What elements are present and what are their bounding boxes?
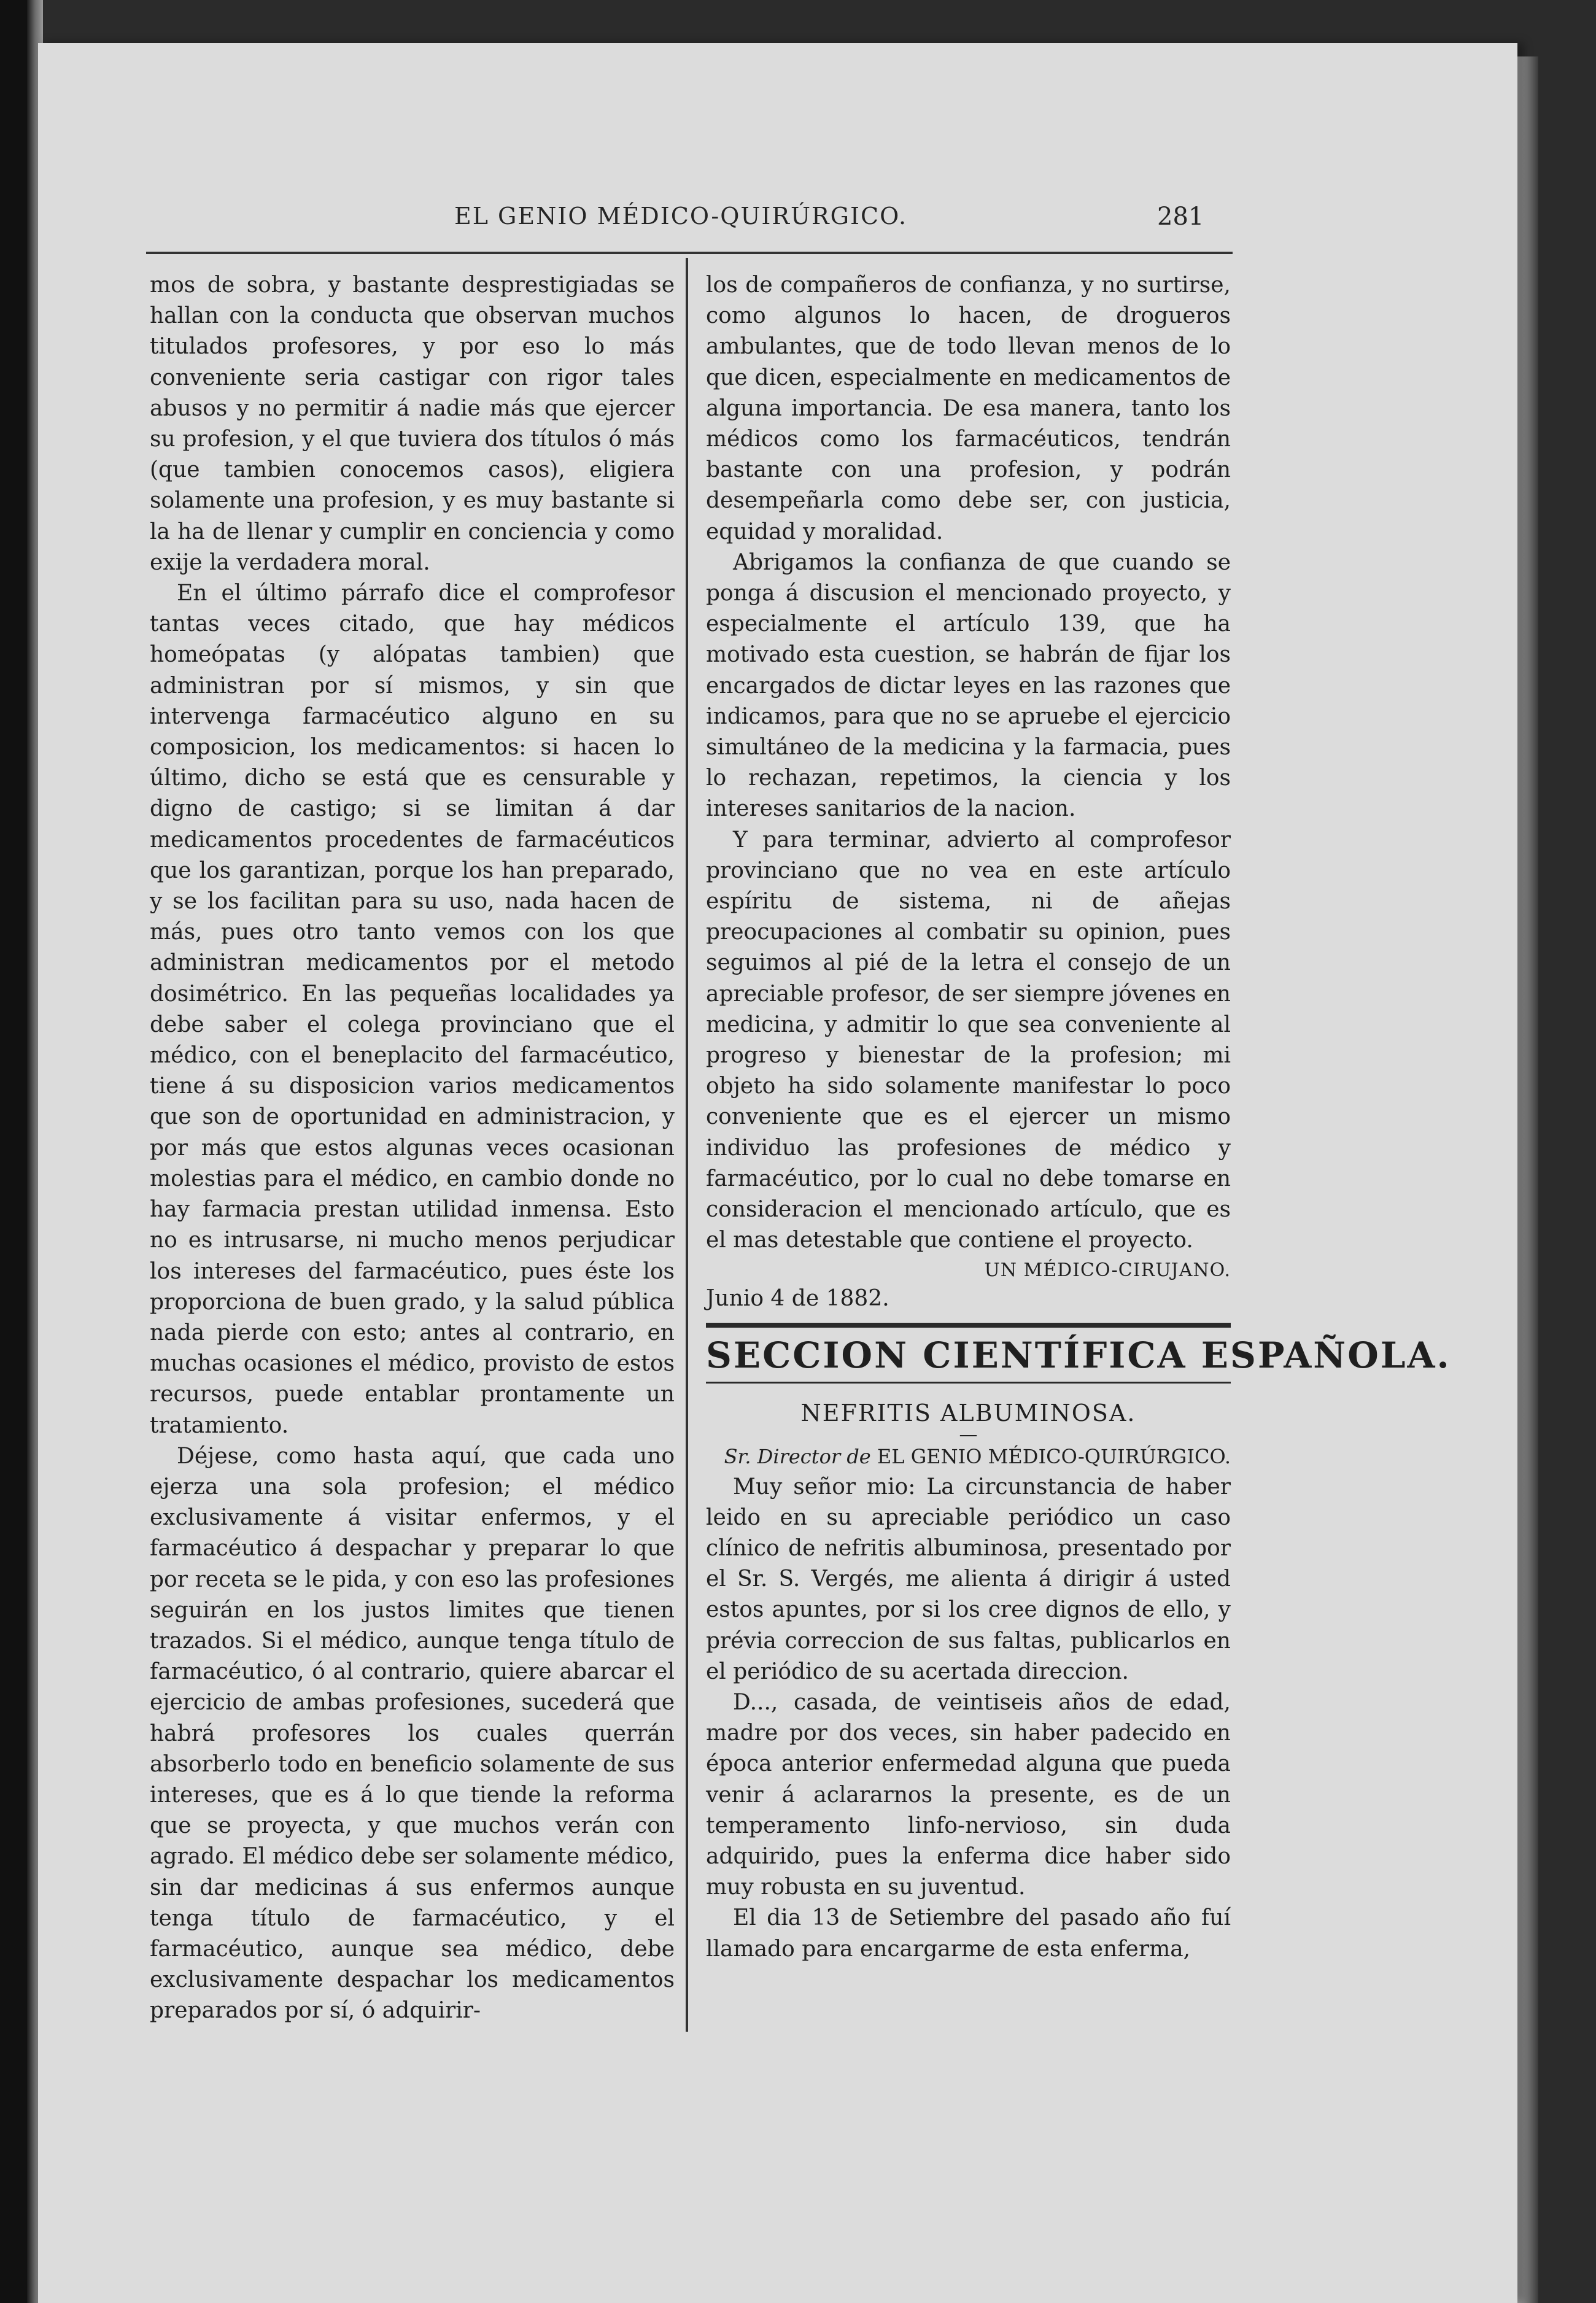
article-title: NEFRITIS ALBUMINOSA. [800,1399,1136,1426]
running-head: EL GENIO MÉDICO-QUIRÚRGICO. [454,203,908,230]
left-column [150,270,675,2027]
page-number: 281 [1157,203,1204,231]
header-rule [146,252,1233,254]
separator: — [959,1423,978,1446]
paragraph: El dia 13 de Setiembre del pasado año fuí llamado para encargarme de esta enferma, [706,1905,1231,1962]
section-rule [706,1323,1231,1328]
dedication-journal: EL GENIO MÉDICO-QUIRÚRGICO. [877,1444,1231,1468]
paragraph: los de compañeros de confianza, y no surtirse, como algunos lo hacen, de drogueros ambulantes, que de todo llevan menos de lo que dicen, especialmente en medicamentos de alguna importancia. De esa manera, tanto los médicos como los farmacéuticos, tendrán bastante con una profesion, y podrán desempeñarla como debe ser, con justicia, equidad y moralidad. [706,273,1231,544]
right-column [706,270,1451,1965]
paragraph: En el último párrafo dice el comprofesor tantas veces citado, que hay médicos homeópatas (y alópatas tambien) que administran por sí mismos, y sin que intervenga farmacéutico alguno en su composicion, los medicamentos: si hacen lo último, dicho se está que es censurable y digno de castigo; si se limitan á dar medicamentos procedentes de farmacéuticos que los garantizan, porque los han preparado, y se los facilitan para su uso, nada hacen de más, pues otro tanto vemos con los que administran medicamentos por el metodo dosimétrico. En las pequeñas localidades ya debe saber el colega provinciano que el médico, con el beneplacito del farmacéutico, tiene á su disposicion varios medicamentos que son de oportunidad en administracion, y por más que estos algunas veces ocasionan molestias para el médico, en cambio donde no hay farmacia prestan utilidad inmensa. Esto no es intrusarse, ni mucho menos perjudicar los intereses del farmacéutico, pues éste los proporciona de buen grado, y la salud pública nada pierde con esto; antes al contrario, en muchas ocasiones el médico, provisto de estos recursos, puede entablar prontamente un tratamiento. [150,581,675,1438]
section-rule [706,1382,1231,1384]
date-line: Junio 4 de 1882. [706,1285,889,1311]
dedication [706,1441,1231,1472]
paragraph: D..., casada, de veintiseis años de edad, madre por dos veces, sin haber padecido en época anterior enfermedad alguna que pueda venir á aclararnos la presente, es de un temperamento linfo-nervioso, sin duda adquirido, pues la enferma dice haber sido muy robusta en su juventud. [706,1689,1231,1900]
paragraph: Abrigamos la confianza de que cuando se ponga á discusion el mencionado proyecto, y especialmente el artículo 139, que ha motivado esta cuestion, se habrán de fijar los encargados de dictar leyes en las razones que indicamos, para que no se apruebe el ejercicio simultáneo de la medicina y la farmacia, pues lo rechazan, repetimos, la ciencia y los intereses sanitarios de la nacion. [706,549,1231,822]
paragraph: Y para terminar, advierto al comprofesor provinciano que no vea en este artículo espíritu de sistema, ni de añejas preocupaciones al combatir su opinion, pues seguimos al pié de la letra el consejo de un apreciable profesor, de ser siempre jóvenes en medicina, y admitir lo que sea conveniente al progreso y bienestar de la profesion; mi objeto ha sido solamente manifestar lo poco conveniente que es el ejercer un mismo individuo las profesiones de médico y farmacéutico, por lo cual no debe tomarse en consideracion el mencionado artículo, que es el mas detestable que contiene el proyecto. [706,827,1231,1253]
dedication-prefix: Sr. Director de [724,1444,871,1468]
paragraph: mos de sobra, y bastante desprestigiadas se hallan con la conducta que observan muchos titulados profesores, y por eso lo más conveniente seria castigar con rigor tales abusos y no permitir á nadie más que ejercer su profesion, y el que tuviera dos títulos ó más (que tambien conocemos casos), eligiera solamente una profesion, y es muy bastante si la ha de llenar y cumplir en conciencia y como exije la verdadera moral. [150,273,675,575]
section-title: SECCION CIENTÍFICA ESPAÑOLA. [706,1334,1451,1376]
paragraph: Muy señor mio: La circunstancia de haber leido en su apreciable periódico un caso clínico de nefritis albuminosa, presentado por el Sr. S. Vergés, me alienta á dirigir á usted estos apuntes, por si los cree dignos de ello, y prévia correccion de sus faltas, publicarlos en el periódico de su acertada direccion. [706,1474,1231,1684]
signature: UN MÉDICO-CIRUJANO. [984,1259,1231,1281]
column-rule [686,258,688,2032]
paragraph: Déjese, como hasta aquí, que cada uno ejerza una sola profesion; el médico exclusivamente á visitar enfermos, y el farmacéutico á despachar y preparar lo que por receta se le pida, y con eso las profesiones seguirán en los justos limites que tienen trazados. Si el médico, aunque tenga título de farmacéutico, ó al contrario, quiere abarcar el ejercicio de ambas profesiones, sucederá que habrá profesores los cuales querrán absorberlo todo en beneficio solamente de sus intereses, que es á lo que tiende la reforma que se proyecta, y que muchos verán con agrado. El médico debe ser solamente médico, sin dar medicinas á sus enfermos aunque tenga título de farmacéutico, y el farmacéutico, aunque sea médico, debe exclusivamente despachar los medicamentos preparados por sí, ó adquirir- [150,1443,675,2024]
